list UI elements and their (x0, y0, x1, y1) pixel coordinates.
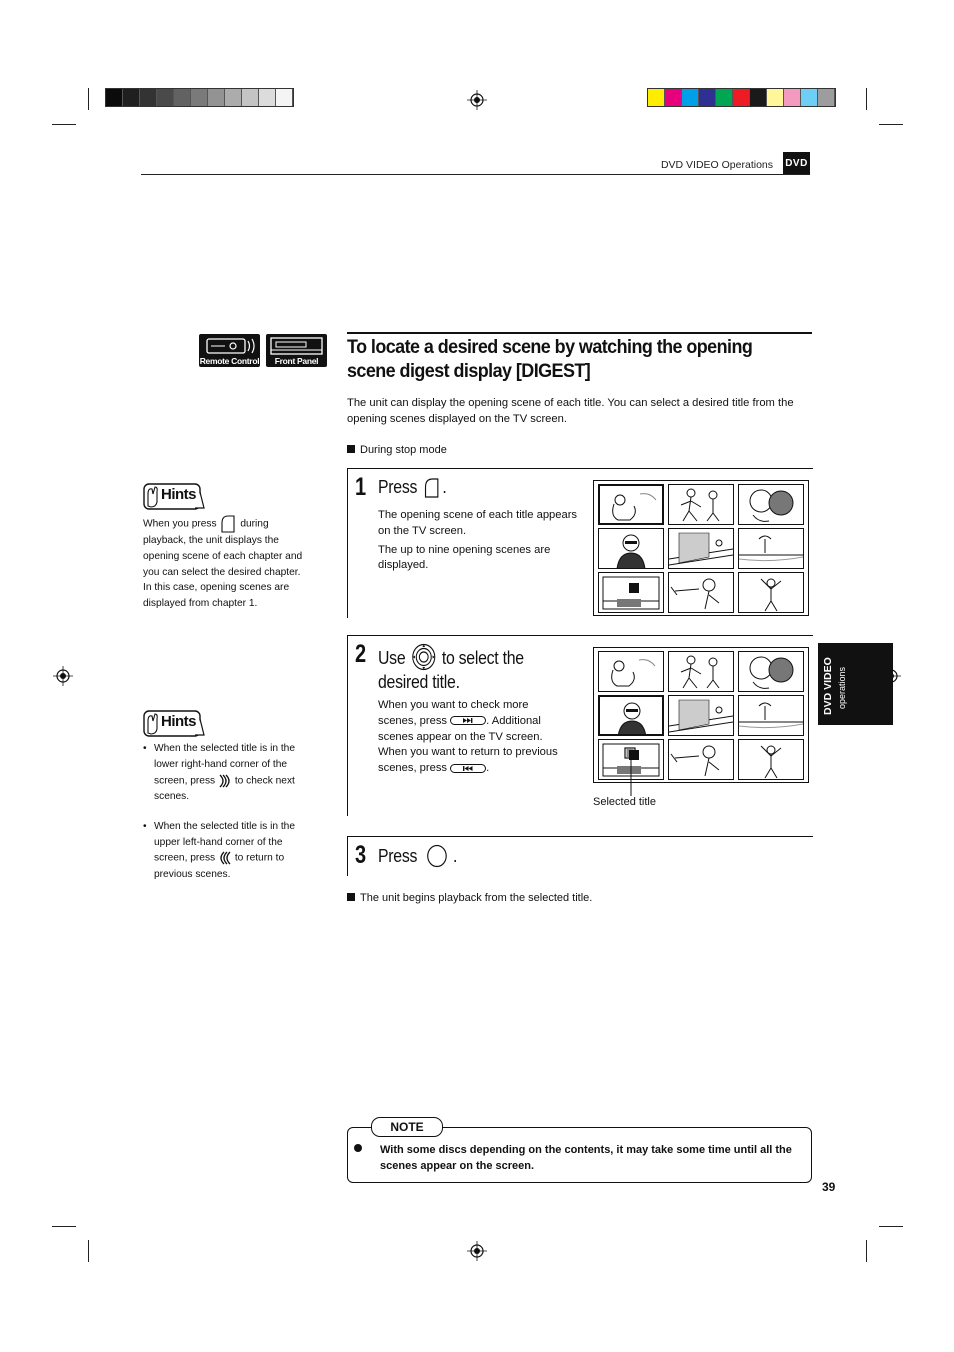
scene-thumbnail (738, 484, 804, 525)
square-bullet-icon (347, 445, 355, 453)
page-title: To locate a desired scene by watching the opening scene digest display [DIGEST] (347, 336, 753, 382)
scene-thumbnail (738, 651, 804, 692)
selected-title-pointer (623, 740, 643, 800)
crop-mark (88, 88, 89, 110)
side-tab-line1: DVD VIDEO (822, 657, 834, 715)
calibration-swatch (750, 89, 767, 106)
scene-thumbnail (668, 695, 734, 736)
digest-button-icon (422, 477, 441, 499)
playback-note-text: The unit begins playback from the selected title. (360, 892, 593, 904)
step-heading (378, 476, 447, 499)
selected-scene-thumbnail (598, 484, 664, 525)
calibration-swatch (767, 89, 784, 106)
crop-mark (866, 1240, 867, 1262)
calibration-swatch (208, 89, 225, 106)
calibration-swatch (801, 89, 818, 106)
scene-thumbnail (668, 651, 734, 692)
calibration-swatch (259, 89, 276, 106)
step-text: The up to nine opening scenes are displayed. (378, 543, 551, 572)
step-heading-text: Use (378, 648, 406, 668)
intro-paragraph: The unit can display the opening scene of each title. You can select a desired title from the opening scenes displayed on the TV screen. (347, 397, 794, 425)
skip-forward-button-icon (450, 716, 486, 725)
skip-back-button-icon (450, 764, 486, 773)
calibration-swatch (106, 89, 123, 106)
color-calibration-bar (647, 88, 836, 107)
calibration-swatch (174, 89, 191, 106)
hint-text: When the selected title is in the lower right-hand corner of the screen, press (154, 743, 296, 787)
calibration-swatch (699, 89, 716, 106)
selected-title-caption: Selected title (593, 796, 656, 808)
hints-text-1 (143, 515, 308, 612)
step-heading-text: desired title. (378, 672, 460, 692)
hints-label: Hints (161, 486, 196, 503)
bullet-dot: • (143, 820, 147, 832)
step-heading-text: Press (378, 477, 418, 497)
scene-thumbnail (738, 528, 804, 569)
hint-item (143, 741, 308, 805)
scene-thumbnail (738, 572, 804, 613)
hints-list (143, 741, 308, 891)
crop-mark (52, 124, 76, 125)
step-body (378, 698, 568, 777)
calibration-swatch (225, 89, 242, 106)
step-text: . (486, 762, 490, 775)
calibration-swatch (784, 89, 801, 106)
hint-text: to check next scenes. (154, 775, 295, 803)
front-panel-icon (266, 334, 327, 367)
crop-mark (866, 88, 867, 110)
hint-item (143, 819, 308, 883)
registration-mark-icon (53, 666, 73, 686)
step-text: The opening scene of each title appears on the TV screen. (378, 509, 578, 537)
step-number: 2 (355, 640, 367, 668)
cursor-joystick-icon (411, 643, 436, 671)
stop-mode-text: During stop mode (360, 444, 447, 456)
calibration-swatch (276, 89, 293, 106)
square-bullet-icon (347, 893, 355, 901)
scene-thumbnail (668, 739, 734, 780)
backward-skip-icon (218, 850, 232, 866)
front-panel-label: Front Panel (274, 356, 319, 366)
scene-thumbnail (668, 528, 734, 569)
calibration-swatch (716, 89, 733, 106)
note-bullet-icon (354, 1144, 362, 1152)
step-heading-text: Press (378, 846, 418, 866)
scene-thumbnail (668, 572, 734, 613)
page-number: 39 (822, 1180, 836, 1194)
crop-mark (879, 1226, 903, 1227)
enter-button-icon (427, 844, 448, 868)
hint-text: When you press (143, 518, 217, 530)
scene-thumbnail (598, 572, 664, 613)
grayscale-calibration-bar (105, 88, 294, 107)
playback-note (347, 892, 592, 904)
step-heading (378, 844, 457, 868)
note-label: NOTE (371, 1117, 443, 1137)
step-3 (347, 836, 813, 876)
calibration-swatch (648, 89, 665, 106)
calibration-swatch (191, 89, 208, 106)
step-text: When you want to check more scenes, press (378, 699, 529, 727)
section-side-tab (818, 643, 893, 725)
calibration-swatch (733, 89, 750, 106)
scene-thumbnail (598, 651, 664, 692)
scene-thumbnail (668, 484, 734, 525)
registration-mark-icon (467, 90, 487, 110)
dvd-badge: DVD (783, 152, 810, 174)
forward-skip-icon (218, 773, 232, 789)
hint-text: to return to previous scenes. (154, 853, 285, 880)
hints-label: Hints (161, 713, 196, 730)
stop-mode-note (347, 444, 447, 456)
hint-text: during playback, the unit displays the opening scene of each chapter and you can select the desired chapter. In this case, opening scenes are displayed from chapter 1. (143, 518, 303, 610)
hint-text: When the selected title is in the upper left-hand corner of the screen, press (154, 820, 296, 865)
digest-button-icon (219, 515, 237, 533)
remote-control-label: Remote Control (199, 356, 260, 366)
calibration-swatch (242, 89, 259, 106)
calibration-swatch (140, 89, 157, 106)
side-tab-line2: operations (837, 666, 847, 709)
scene-thumbnail (738, 695, 804, 736)
calibration-swatch (157, 89, 174, 106)
note-text: With some discs depending on the contents, it may take some time until all the scenes appear on the screen. (380, 1144, 792, 1172)
section-header: DVD VIDEO Operations (660, 159, 773, 171)
header-rule (141, 174, 810, 175)
scene-thumbnail (738, 739, 804, 780)
step-heading-text: to select the (441, 648, 524, 668)
step-heading-end: . (452, 846, 458, 866)
step-text: . Additional scenes appear on the TV screen. When you want to return to previous scenes, press (378, 714, 558, 775)
registration-mark-icon (467, 1241, 487, 1261)
calibration-swatch (123, 89, 140, 106)
calibration-swatch (682, 89, 699, 106)
step-number: 3 (355, 841, 367, 869)
title-rule (347, 332, 812, 334)
step-number: 1 (355, 473, 367, 501)
crop-mark (52, 1226, 76, 1227)
scene-thumbnail (598, 528, 664, 569)
step-heading (378, 643, 524, 694)
crop-mark (879, 124, 903, 125)
step-body (378, 508, 578, 577)
bullet-dot: • (143, 743, 147, 754)
step-heading-end: . (442, 477, 447, 497)
remote-control-icon (199, 334, 260, 367)
calibration-swatch (818, 89, 835, 106)
selected-scene-thumbnail (598, 695, 664, 736)
calibration-swatch (665, 89, 682, 106)
crop-mark (88, 1240, 89, 1262)
digest-screen-illustration (593, 480, 809, 616)
